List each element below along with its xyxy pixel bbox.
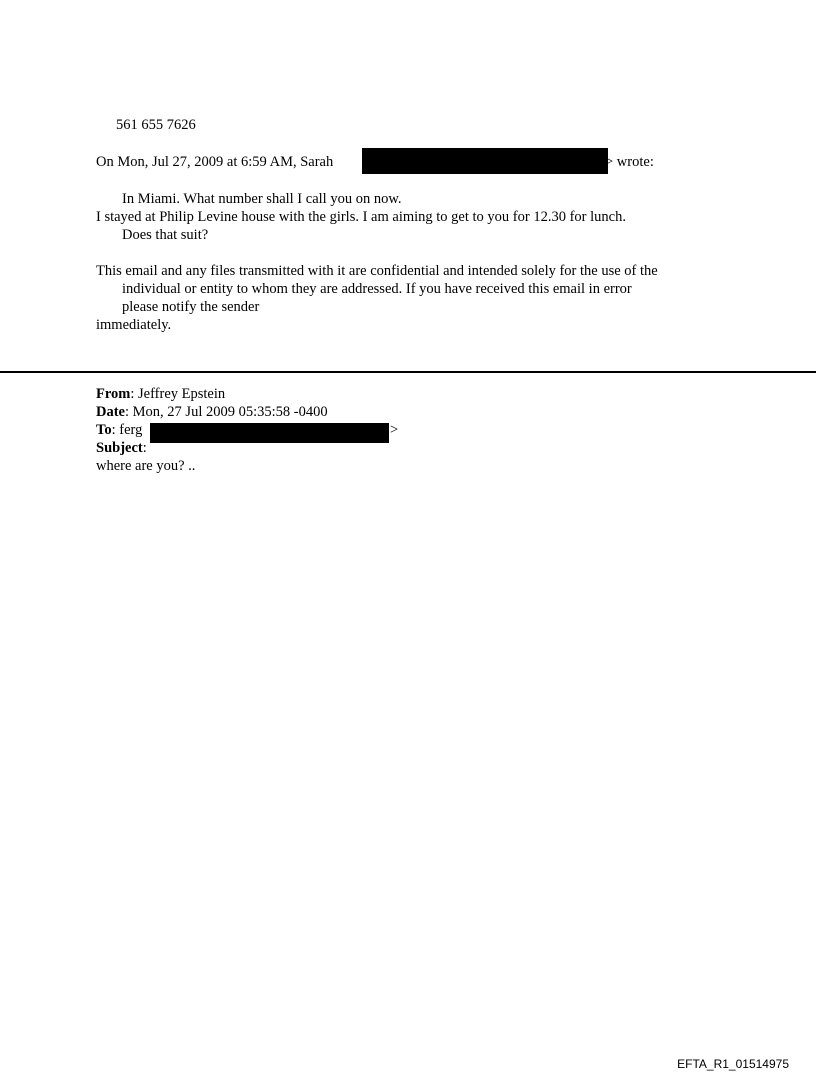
to-suffix: > [390, 422, 399, 438]
quote-header-prefix: On Mon, Jul 27, 2009 at 6:59 AM, Sarah [96, 154, 334, 170]
message-body: where are you? .. [96, 458, 196, 474]
to-value: : ferg [111, 422, 143, 438]
from-value: : Jeffrey Epstein [130, 386, 226, 402]
date-line [96, 403, 328, 421]
subject-line [96, 439, 147, 457]
from-line [96, 385, 225, 403]
to-line [96, 421, 142, 439]
disclaimer-line-2: individual or entity to whom they are addressed. If you have received this email in error [122, 281, 632, 297]
from-label: From [96, 386, 131, 402]
phone-number: 561 655 7626 [116, 117, 196, 133]
date-value: : Mon, 27 Jul 2009 05:35:58 -0400 [125, 404, 328, 420]
redaction-block [150, 423, 389, 443]
quoted-line-3: Does that suit? [122, 227, 209, 243]
separator-rule [0, 371, 816, 373]
disclaimer-line-1: This email and any files transmitted with it are confidential and intended solely for the use of the [96, 263, 658, 279]
disclaimer-line-3: please notify the sender [122, 299, 260, 315]
date-label: Date [96, 404, 125, 420]
quote-header-suffix: > wrote: [605, 154, 654, 170]
quoted-line-2: I stayed at Philip Levine house with the girls. I am aiming to get to you for 12.30 for lunch. [96, 209, 626, 225]
document-id: EFTA_R1_01514975 [677, 1057, 789, 1071]
subject-value: : [142, 440, 147, 456]
to-label: To [96, 422, 112, 438]
redaction-block [362, 148, 608, 174]
quoted-line-1: In Miami. What number shall I call you on now. [122, 191, 402, 207]
subject-label: Subject [96, 440, 143, 456]
disclaimer-line-4: immediately. [96, 317, 172, 333]
